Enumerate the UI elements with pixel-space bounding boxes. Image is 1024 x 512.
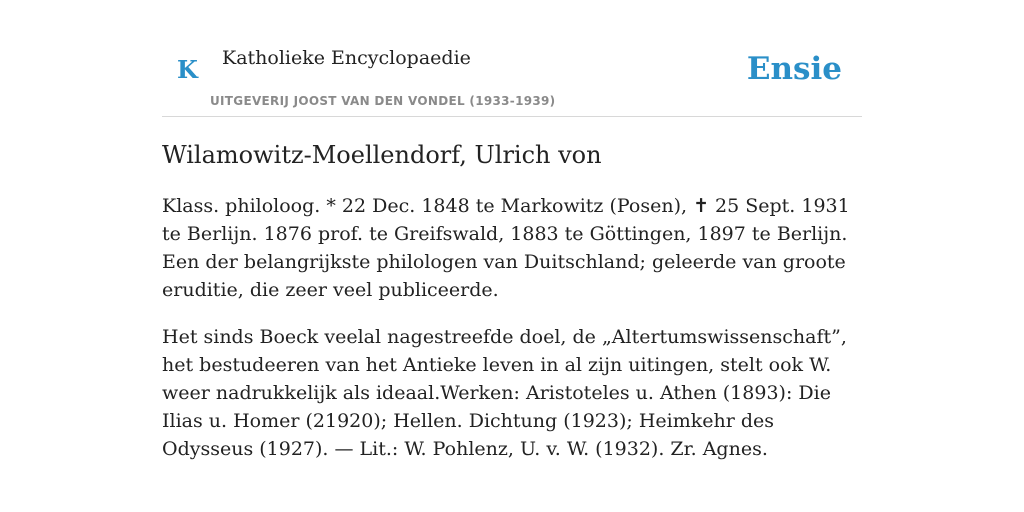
article	[162, 140, 862, 463]
publisher-label: UITGEVERIJ JOOST VAN DEN VONDEL (1933-1939)	[210, 94, 556, 108]
book-header	[162, 0, 862, 117]
book-title[interactable]: Katholieke Encyclopaedie	[222, 47, 471, 69]
article-paragraph: Klass. philoloog. * 22 Dec. 1848 te Markowitz (Posen), ✝ 25 Sept. 1931 te Berlijn. 1876 prof. te Greifswald, 1883 te Göttingen, 1897 te Berlijn. Een der belangrijkste philologen van Duitschland; geleerde van groote eruditie, die zeer veel publiceerde.	[162, 195, 850, 301]
article-title: Wilamowitz-Moellendorf, Ulrich von	[162, 141, 602, 169]
book-logo-icon[interactable]: K	[177, 55, 198, 84]
ensie-logo-link[interactable]: Ensie	[746, 51, 842, 87]
article-paragraph: Het sinds Boeck veelal nagestreefde doel, de „Altertumswissenschaft”, het bestudeeren van het Antieke leven in al zijn uitingen, stelt ook W. weer nadrukkelijk als ideaal.Werken: Aristoteles u. Athen (1893): Die Ilias u. Homer (21920); Hellen. Dichtung (1923); Heimkehr des Odysseus (1927). — Lit.: W. Pohlenz, U. v. W. (1932). Zr. Agnes.	[162, 326, 847, 460]
